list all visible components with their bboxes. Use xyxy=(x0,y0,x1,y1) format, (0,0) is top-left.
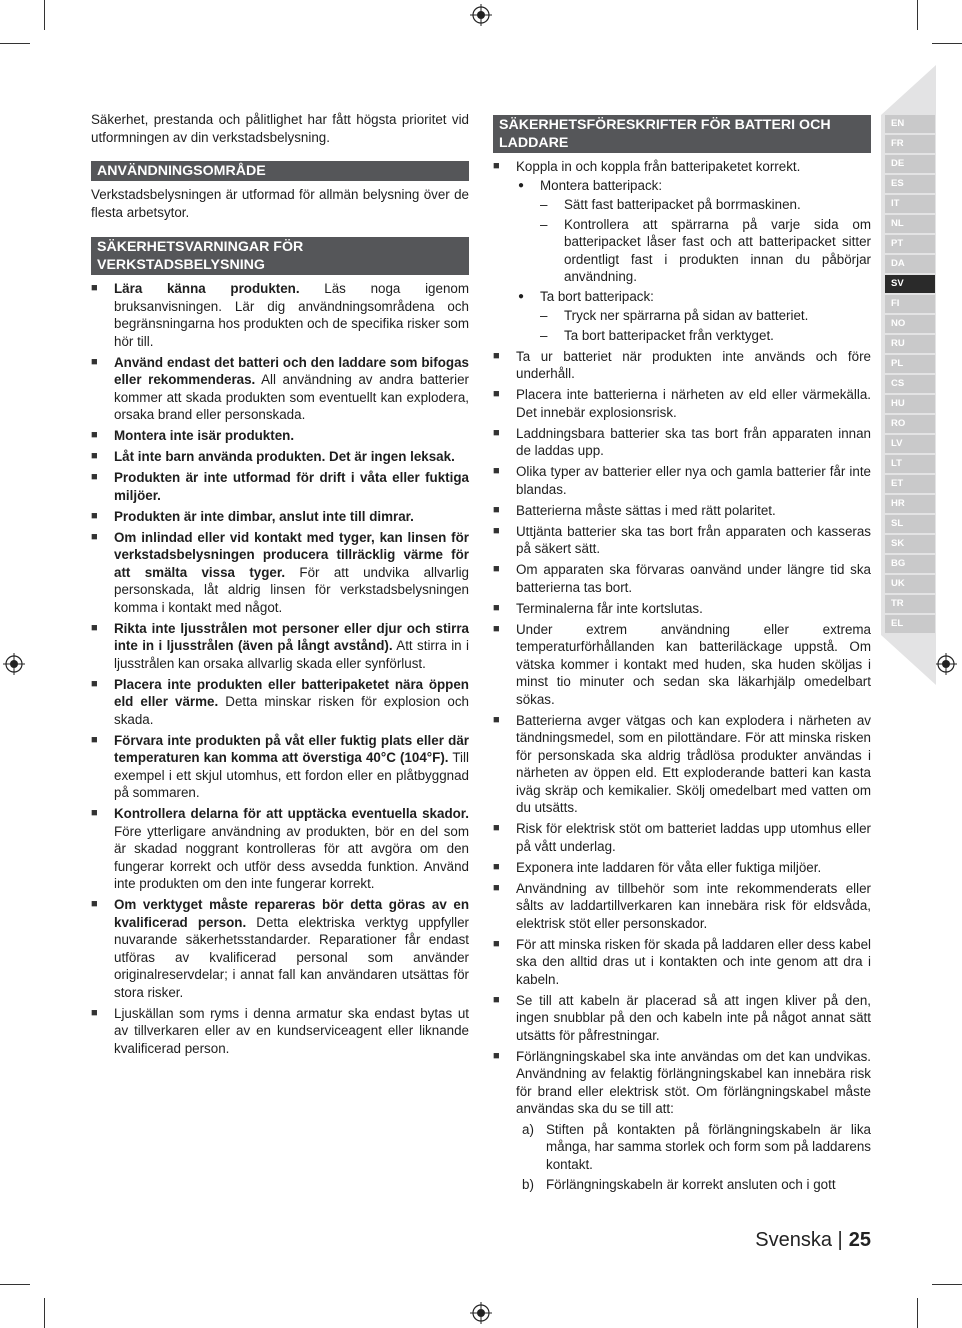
footer-language: Svenska | xyxy=(755,1229,843,1251)
warning-text: Detta elektriska verktyg uppfyller nuvarande säkerhetsstandarder. Reparationer får endast utföras av kvalificerad personal som använder originalreservdelar; i annat fall kan användaren utsättas för stora risker. xyxy=(114,914,470,1000)
list-item: ■ Batterierna måste sättas i med rätt polaritet. xyxy=(493,502,871,520)
warning-text: Läs noga igenom bruksanvisningen. Lär dig användningsområdena och begränsningarna hos produkten och de specifika risker som hör till. xyxy=(114,281,469,349)
registration-mark-icon xyxy=(3,653,25,675)
warning-item xyxy=(91,676,469,729)
item-text: Förlängningskabel ska inte användas om det kan undvikas. Användning av felaktig förlängningskabel kan innebära risk för brand eller elektrisk stöt. Om förlängningskabel måste användas ska du se till att: xyxy=(516,1048,871,1116)
language-tab-lv[interactable]: LV xyxy=(885,435,935,453)
warning-text: Att stirra in i ljusstrålen kan orsaka allvarlig skada eller synförlust. xyxy=(114,638,470,671)
crop-mark xyxy=(44,1298,45,1328)
warning-bold: Förvara inte produkten på våt eller fuktig plats eller där temperaturen kan komma att överstiga 40°C (104°F). xyxy=(114,732,469,765)
battery-list xyxy=(493,158,871,1194)
warning-item xyxy=(91,354,469,424)
language-tab-pl[interactable]: PL xyxy=(885,355,935,373)
language-tab-sv[interactable]: SV xyxy=(885,275,935,293)
crop-mark xyxy=(0,43,30,44)
language-tab-bg[interactable]: BG xyxy=(885,555,935,573)
warning-item xyxy=(91,732,469,802)
warning-bold: Produkten är inte dimbar, anslut inte till dimrar. xyxy=(114,508,414,524)
step-item: – Sätt fast batteripacket på borrmaskinen. xyxy=(540,196,871,214)
usage-text: Verkstadsbelysningen är utformad för allmän belysning över de flesta arbetsytor. xyxy=(91,187,469,220)
warning-bold: Placera inte produkten eller batteripaketet nära öppen eld eller värme. xyxy=(114,676,469,709)
registration-mark-icon xyxy=(470,1302,492,1324)
alpha-item xyxy=(516,1121,871,1174)
page-footer xyxy=(755,1229,871,1252)
list-item: ■ Exponera inte laddaren för våta eller fuktiga miljöer. xyxy=(493,859,871,877)
language-tab-uk[interactable]: UK xyxy=(885,575,935,593)
warning-text: Före ytterligare användning av produkten, bör en del som är skadad noggrant kontrolleras för att avgöra om den fungerar korrekt och utför dess avsedda funktion. Använd inte produkten om den inte fungerar korrekt. xyxy=(114,823,469,891)
remove-steps xyxy=(540,307,871,344)
warning-bold: Kontrollera delarna för att upptäcka eventuella skador. xyxy=(114,806,469,821)
warning-bold: Låt inte barn använda produkten. Det är ingen leksak. xyxy=(114,449,455,464)
list-item: ■ Olika typer av batterier eller nya och gamla batterier får inte blandas. xyxy=(493,463,871,498)
right-column xyxy=(493,115,871,1197)
list-item xyxy=(493,158,871,344)
list-item xyxy=(516,288,871,345)
warning-item xyxy=(91,448,469,466)
list-item: ■ För att minska risken för skada på laddaren eller dess kabel ska den alltid dras ut i kontakten och inte genom att dra i kabeln. xyxy=(493,936,871,989)
extension-cord-item xyxy=(493,1048,871,1194)
warning-bold: Produkten är inte utformad för drift i våta eller fuktiga miljöer. xyxy=(114,470,469,503)
language-tab-el[interactable]: EL xyxy=(885,615,935,633)
sub-mount-label: Montera batteripack: xyxy=(540,177,663,193)
language-tab-pt[interactable]: PT xyxy=(885,235,935,253)
language-tab-es[interactable]: ES xyxy=(885,175,935,193)
warning-item xyxy=(91,469,469,504)
list-item xyxy=(516,177,871,286)
warning-item xyxy=(91,529,469,617)
language-tab-hr[interactable]: HR xyxy=(885,495,935,513)
language-tab-cs[interactable]: CS xyxy=(885,375,935,393)
warning-text: Till exempel i ett skjul utomhus, ett fordon eller en plåtbyggnad på sommaren. xyxy=(114,750,469,800)
language-tab-sl[interactable]: SL xyxy=(885,515,935,533)
list-item: ■ Om apparaten ska förvaras oanvänd under längre tid ska batterierna tas bort. xyxy=(493,561,871,596)
warning-bold: Lära känna produkten. xyxy=(114,281,300,296)
warning-item xyxy=(91,1005,469,1058)
alpha-text: Stiften på kontakten på förlängningskabeln är lika många, har samma storlek och form som på laddarens kontakt. xyxy=(546,1121,871,1172)
language-tab-fr[interactable]: FR xyxy=(885,135,935,153)
language-tab-de[interactable]: DE xyxy=(885,155,935,173)
language-tab-tr[interactable]: TR xyxy=(885,595,935,613)
list-item: ■ Risk för elektrisk stöt om batteriet laddas upp utomhus eller på vått underlag. xyxy=(493,820,871,855)
sub-remove-label: Ta bort batteripack: xyxy=(540,288,654,304)
usage-heading: ANVÄNDNINGSOMRÅDE xyxy=(91,161,469,181)
warning-text: För att undvika allvarlig personskada, låt aldrig linsen för verkstadsbelysningen komma i kontakt med något. xyxy=(114,564,469,615)
list-item: ■ Ta ur batteriet när produkten inte används och före underhåll. xyxy=(493,348,871,383)
language-tab-ru[interactable]: RU xyxy=(885,335,935,353)
warnings-list xyxy=(91,280,469,1057)
crop-mark xyxy=(932,1284,962,1285)
warning-bold: Använd endast det batteri och den laddare som bifogas eller rekommenderas. xyxy=(114,354,469,387)
warning-item xyxy=(91,280,469,350)
language-tab-it[interactable]: IT xyxy=(885,195,935,213)
warning-item xyxy=(91,620,469,673)
language-tab-fi[interactable]: FI xyxy=(885,295,935,313)
mount-steps xyxy=(540,196,871,286)
language-tab-no[interactable]: NO xyxy=(885,315,935,333)
left-column xyxy=(91,111,469,1061)
registration-mark-icon xyxy=(935,653,957,675)
list-item: ■ Användning av tillbehör som inte rekommenderats eller sålts av laddartillverkaren kan innebära risk för eldsvåda, elektrisk stöt eller personskador. xyxy=(493,880,871,933)
warning-bold: Om inlindad eller vid kontakt med tyger, kan linsen för verkstadsbelysningen producera tillräcklig värme för att smälta vissa tyger. xyxy=(114,529,469,580)
language-tab-en[interactable]: EN xyxy=(885,115,935,133)
alpha-marker: a) xyxy=(522,1121,534,1137)
warning-bold: Rikta inte ljusstrålen mot personer eller djur och stirra inte in i ljusstrålen (även på långt avstånd). xyxy=(114,620,469,653)
crop-mark xyxy=(917,0,918,30)
intro-text: Säkerhet, prestanda och pålitlighet har fått högsta prioritet vid utformningen av din verkstadsbelysning. xyxy=(91,112,469,145)
language-tab-nl[interactable]: NL xyxy=(885,215,935,233)
alpha-text: Förlängningskabeln är korrekt ansluten och i gott xyxy=(546,1177,836,1192)
list-item: ■ Batterierna avger vätgas och kan explodera i närheten av tändningsmedel, som en pilottändare. För att minska risken för personskada ska aldrig trådlösa produkter användas i närheten av öppen eld. Ett exploderande batteri kan kasta iväg skräp och kemikalier. Skölj omedelbart med vatten om du utsätts. xyxy=(493,712,871,817)
sub-list xyxy=(516,177,871,345)
warning-item xyxy=(91,896,469,1001)
language-tab-sk[interactable]: SK xyxy=(885,535,935,553)
step-item: – Kontrollera att spärrarna på varje sida om batteripacket låser fast och att batteripacket sitter ordentligt fast i produkten innan du påbörjar användning. xyxy=(540,216,871,286)
alpha-marker: b) xyxy=(522,1177,534,1192)
warning-bold: Om verktyget måste repareras bör detta göras av en kvalificerad person. xyxy=(114,897,469,930)
list-item: ■ Se till att kabeln är placerad så att ingen kliver på den, ingen snubblar på den och kabeln inte på något annat sätt utsätts för påfrestningar. xyxy=(493,992,871,1045)
step-item: – Tryck ner spärrarna på sidan av batteriet. xyxy=(540,307,871,325)
warning-bold: Montera inte isär produkten. xyxy=(114,428,295,443)
list-item: ■ Terminalerna får inte kortslutas. xyxy=(493,600,871,618)
warning-text: All användning av andra batterier kommer att skada produkten som eventuellt kan explodera, orsaka brand eller personskada. xyxy=(114,372,469,422)
warning-item xyxy=(91,427,469,445)
battery-heading: SÄKERHETSFÖRESKRIFTER FÖR BATTERI OCH LADDARE xyxy=(493,115,871,153)
language-tab-hu[interactable]: HU xyxy=(885,395,935,413)
registration-mark-icon xyxy=(470,4,492,26)
crop-mark xyxy=(44,0,45,30)
list-item: ■ Placera inte batterierna i närheten av eld eller värmekälla. Det innebär explosionsrisk. xyxy=(493,386,871,421)
list-item: ■ Under extrem användning eller extrema temperaturförhållanden kan batteriläckage uppstå. Om vätska kommer i kontakt med huden, ska huden sköljas i minst tio minuter och sedan ska läkarhjälp omedelbart sökas. xyxy=(493,621,871,709)
crop-mark xyxy=(932,43,962,44)
extension-sub-list xyxy=(516,1121,871,1194)
crop-mark xyxy=(917,1298,918,1328)
warning-text: Ljuskällan som ryms i denna armatur ska endast bytas ut av tillverkaren eller av en kundserviceagent eller liknande kvalificerad person. xyxy=(114,1005,469,1056)
warning-item xyxy=(91,805,469,893)
step-item: – Ta bort batteripacket från verktyget. xyxy=(540,327,871,345)
language-tab-da[interactable]: DA xyxy=(885,255,935,273)
language-tab-ro[interactable]: RO xyxy=(885,415,935,433)
list-item: ■ Laddningsbara batterier ska tas bort från apparaten innan de laddas upp. xyxy=(493,425,871,460)
warnings-heading: SÄKERHETSVARNINGAR FÖR VERKSTADSBELYSNING xyxy=(91,237,469,275)
language-tab-lt[interactable]: LT xyxy=(885,455,935,473)
warning-text: Detta minskar risken för explosion och skada. xyxy=(114,694,470,727)
alpha-item xyxy=(516,1176,871,1194)
crop-mark xyxy=(0,1284,30,1285)
list-item: ■ Uttjänta batterier ska tas bort från apparaten och kasseras på säkert sätt. xyxy=(493,523,871,558)
warning-item xyxy=(91,508,469,526)
page-number: 25 xyxy=(848,1229,871,1251)
language-tab-et[interactable]: ET xyxy=(885,475,935,493)
item-text: Koppla in och koppla från batteripaketet korrekt. xyxy=(516,159,801,174)
